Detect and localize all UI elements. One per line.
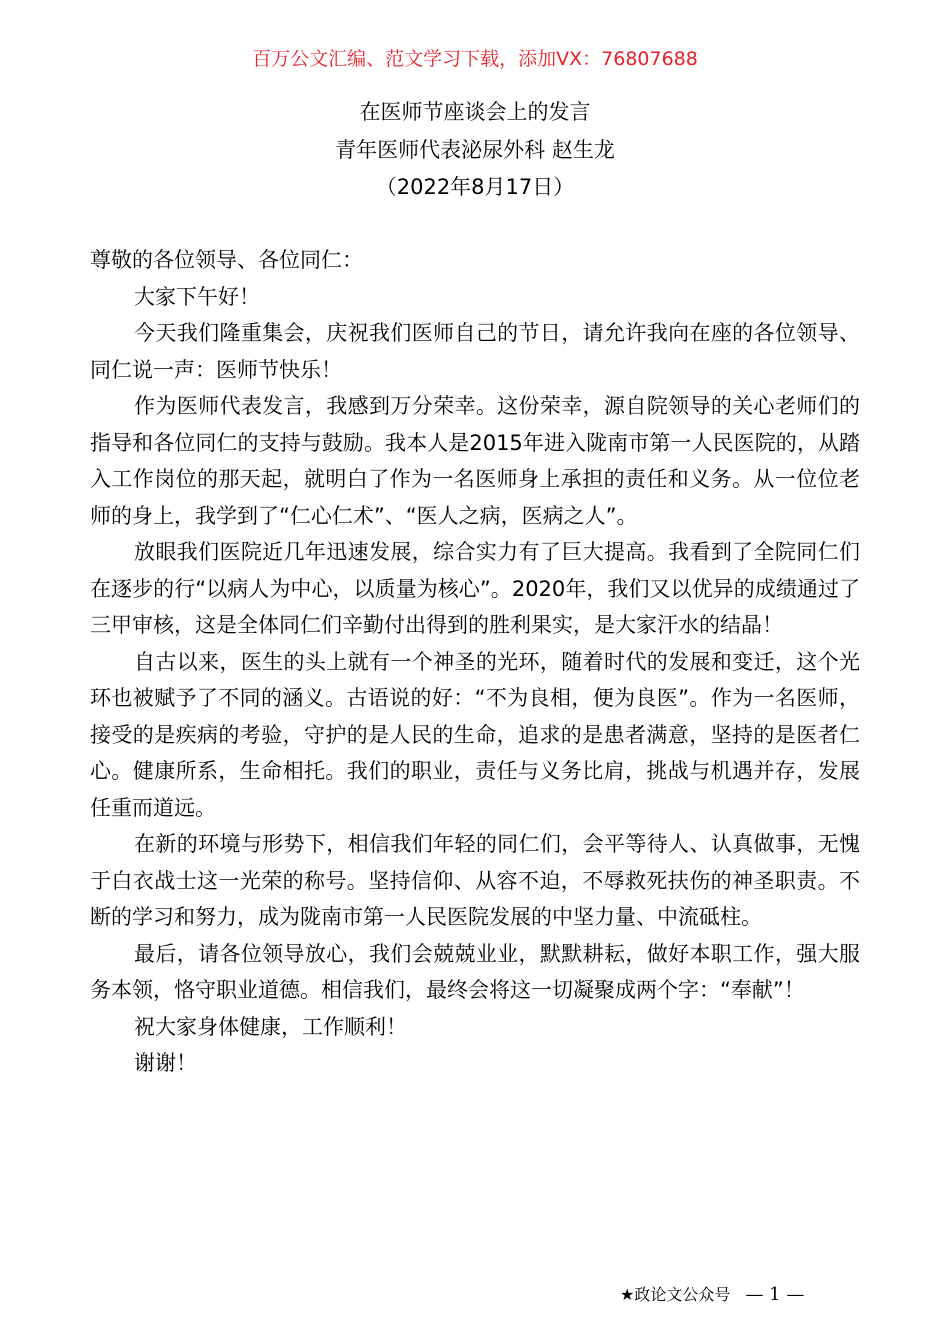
page-footer [620, 1280, 900, 1310]
paragraph-new-situation: 在新的环境与形势下，相信我们年轻的同仁们，会平等待人、认真做事，无愧于白衣战士这一光荣的称号。坚持信仰、从容不迫，不辱救死扶伤的神圣职责。不断的学习和努力，成为陇南市第一人民医院发展的中坚力量、中流砥柱。 [90, 832, 860, 929]
paragraph-wishes: 祝大家身体健康，工作顺利！ [134, 1014, 407, 1039]
date-line: （2022年8月17日） [375, 175, 575, 199]
paragraph-development: 放眼我们医院近几年迅速发展，综合实力有了巨大提高。我看到了全院同仁们在逐步的行“以病人为中心，以质量为核心”。2020年，我们又以优异的成绩通过了三甲审核，这是全体同仁们辛勤付出得到的胜利果实，是大家汗水的结晶！ [90, 540, 860, 637]
paragraph-greeting: 大家下午好！ [134, 284, 260, 309]
page-number: — 1 — [745, 1284, 805, 1305]
document-body [90, 242, 860, 1082]
paragraph-honor: 作为医师代表发言，我感到万分荣幸。这份荣幸，源自院领导的关心老师们的指导和各位同仁的支持与鼓励。我本人是2015年进入陇南市第一人民医院的，从踏入工作岗位的那天起，就明白了作为一名医师身上承担的责任和义务。从一位位老师的身上，我学到了“仁心仁术”、“医人之病，医病之人”。 [90, 394, 860, 528]
document-title: 在医师节座谈会上的发言 [359, 100, 591, 124]
salutation: 尊敬的各位领导、各位同仁： [90, 248, 363, 272]
footer-source: ★政论文公众号 [620, 1285, 731, 1304]
header-banner: 百万公文汇编、范文学习下载，添加VX：76807688 [252, 48, 698, 70]
paragraph-closing: 最后，请各位领导放心，我们会兢兢业业，默默耕耘，做好本职工作，强大服务本领，恪守职业道德。相信我们，最终会将这一切凝聚成两个字：“奉献”！ [90, 941, 860, 1002]
paragraph-intro: 今天我们隆重集会，庆祝我们医师自己的节日，请允许我向在座的各位领导、同仁说一声：医师节快乐！ [90, 321, 860, 382]
speaker-line: 青年医师代表泌尿外科 赵生龙 [335, 138, 615, 162]
paragraph-halo: 自古以来，医生的头上就有一个神圣的光环，随着时代的发展和变迁，这个光环也被赋予了不同的涵义。古语说的好：“不为良相，便为良医”。作为一名医师，接受的是疾病的考验，守护的是人民的生命，追求的是患者满意，坚持的是医者仁心。健康所系，生命相托。我们的职业，责任与义务比肩，挑战与机遇并存，发展任重而道远。 [90, 649, 860, 820]
paragraph-thanks: 谢谢！ [134, 1051, 197, 1075]
